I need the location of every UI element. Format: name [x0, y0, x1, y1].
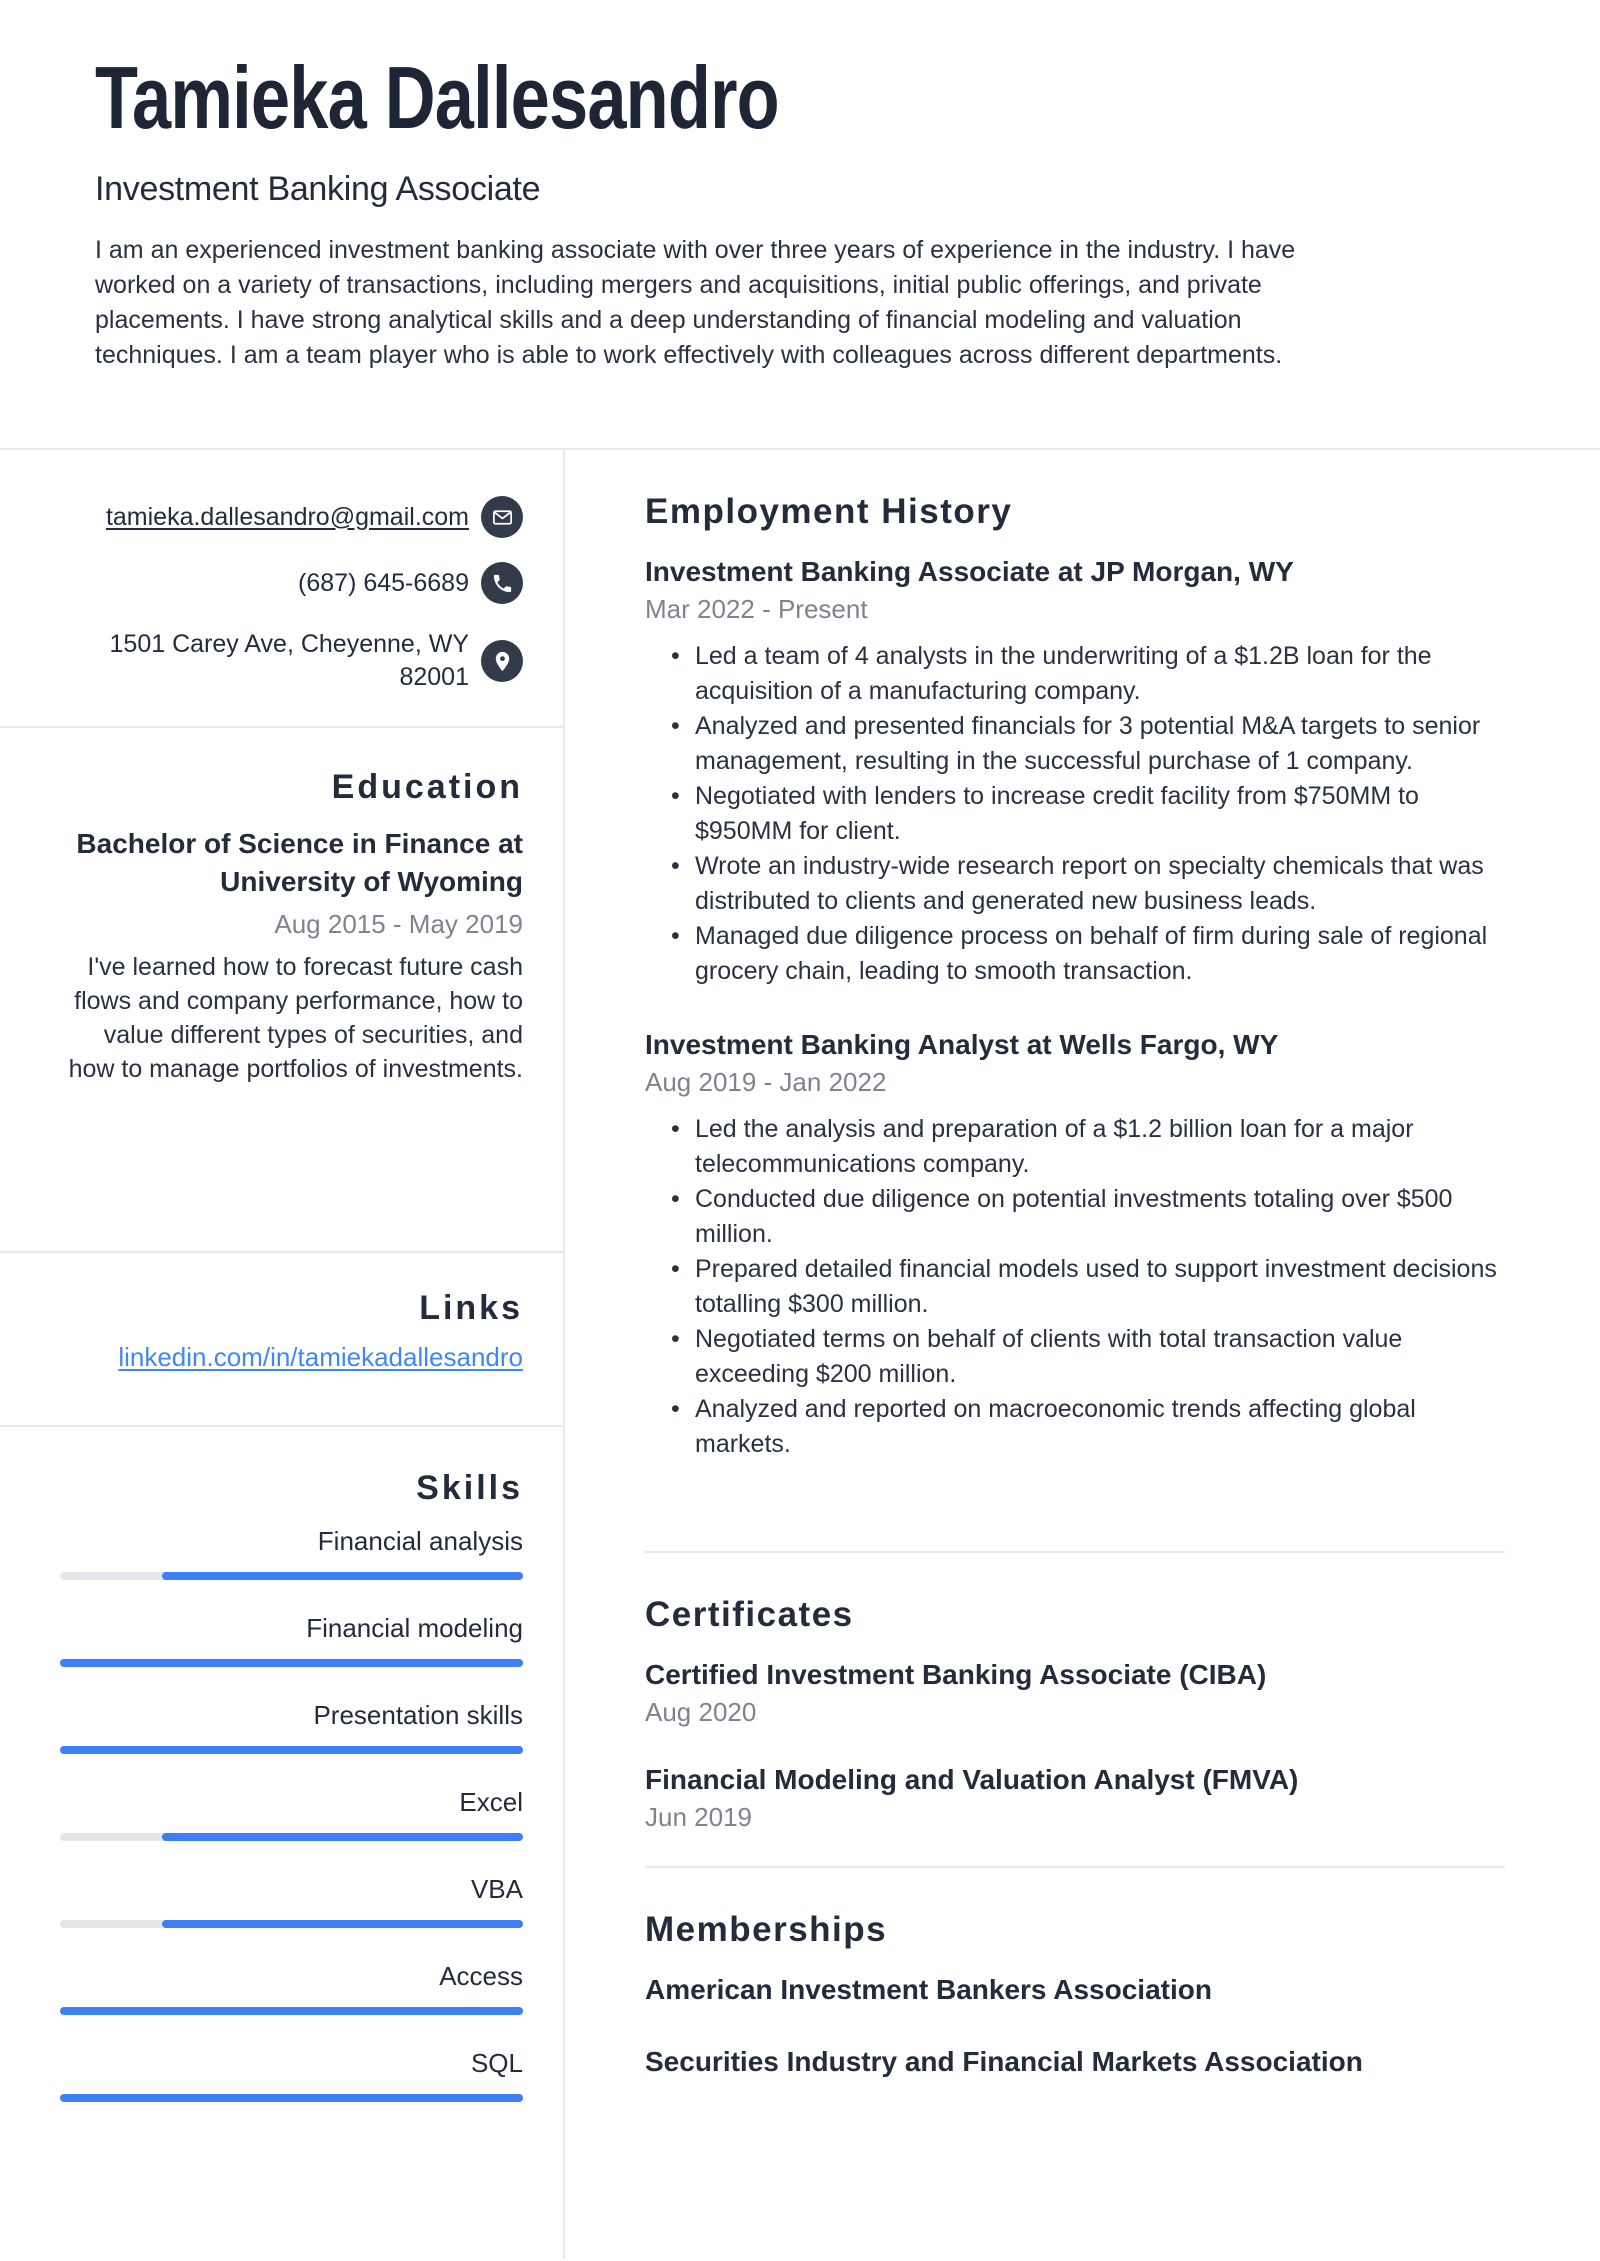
job-dates: Mar 2022 - Present	[645, 594, 868, 624]
certificate-entry	[645, 1659, 1505, 1728]
skill-item	[60, 1961, 523, 2015]
contact-row-phone	[60, 562, 523, 604]
candidate-job-title: Investment Banking Associate	[95, 170, 541, 209]
job-dates: Aug 2019 - Jan 2022	[645, 1067, 887, 1097]
email-link[interactable]: tamieka.dallesandro@gmail.com	[105, 502, 469, 531]
phone-icon	[481, 562, 523, 604]
education-degree: Bachelor of Science in Finance at University of Wyoming	[76, 828, 523, 897]
sidebar	[0, 450, 565, 2259]
skill-item	[60, 1874, 523, 1928]
skill-bar-fill	[60, 2007, 523, 2015]
links-section	[0, 1253, 563, 1427]
certificate-date: Aug 2020	[645, 1697, 757, 1727]
job-entry	[645, 556, 1505, 989]
job-bullet: • Analyzed and reported on macroeconomic trends affecting global markets.	[645, 1392, 1505, 1462]
skill-bar-fill	[162, 1833, 523, 1841]
skill-name: SQL	[470, 2048, 523, 2078]
contact-section	[0, 450, 563, 728]
certificate-title: Financial Modeling and Valuation Analyst (FMVA)	[645, 1764, 1299, 1795]
job-bullet: • Managed due diligence process on behalf of firm during sale of regional grocery chain, leading to smooth transaction.	[645, 919, 1505, 989]
skill-bar-fill	[60, 2094, 523, 2102]
skill-item	[60, 1613, 523, 1667]
skill-bar-fill	[60, 1746, 523, 1754]
main-column	[565, 450, 1600, 2259]
skill-name: Access	[439, 1961, 523, 1991]
envelope-icon	[481, 496, 523, 538]
certificate-title: Certified Investment Banking Associate (CIBA)	[645, 1659, 1267, 1690]
skill-bar-fill	[162, 1572, 523, 1580]
skill-name: Financial modeling	[306, 1613, 523, 1643]
location-pin-icon	[481, 640, 523, 682]
skill-bar-track	[60, 1746, 523, 1754]
job-bullet: • Led the analysis and preparation of a $1.2 billion loan for a major telecommunications company.	[645, 1112, 1505, 1182]
contact-row-address	[60, 628, 523, 694]
certificate-date: Jun 2019	[645, 1802, 752, 1832]
skill-item	[60, 1700, 523, 1754]
candidate-name: Tamieka Dallesandro	[95, 48, 779, 147]
job-bullet: • Prepared detailed financial models used to support investment decisions totalling $300 million.	[645, 1252, 1505, 1322]
employment-history-section	[645, 450, 1505, 1553]
phone-number: (687) 645-6689	[298, 568, 469, 597]
memberships-heading: Memberships	[645, 1910, 888, 1949]
job-bullet: • Analyzed and presented financials for 3 potential M&A targets to senior management, resulting in the successful purchase of 1 company.	[645, 709, 1505, 779]
education-heading: Education	[331, 768, 523, 806]
skill-bar-track	[60, 1659, 523, 1667]
skill-bar-track	[60, 2007, 523, 2015]
certificate-entry	[645, 1764, 1505, 1833]
job-bullet-list	[645, 639, 1505, 989]
skill-item	[60, 1526, 523, 1580]
skills-section	[0, 1427, 563, 2135]
job-title: Investment Banking Associate at JP Morgan, WY	[645, 556, 1294, 587]
skill-item	[60, 1787, 523, 1841]
skill-bar-track	[60, 1920, 523, 1928]
skills-heading: Skills	[416, 1469, 523, 1507]
education-section	[0, 728, 563, 1253]
skill-name: Presentation skills	[313, 1700, 523, 1730]
contact-row-email	[60, 496, 523, 538]
skill-bar-fill	[162, 1920, 523, 1928]
employment-history-heading: Employment History	[645, 492, 1013, 531]
skill-name: Financial analysis	[317, 1526, 523, 1556]
certificates-section	[645, 1553, 1505, 1868]
membership-entry: Securities Industry and Financial Markets Association	[645, 2046, 1363, 2077]
job-bullet: • Negotiated with lenders to increase credit facility from $750MM to $950MM for client.	[645, 779, 1505, 849]
skill-bar-track	[60, 2094, 523, 2102]
job-entry	[645, 1029, 1505, 1462]
job-bullet: • Conducted due diligence on potential investments totaling over $500 million.	[645, 1182, 1505, 1252]
job-title: Investment Banking Analyst at Wells Fargo, WY	[645, 1029, 1279, 1060]
links-heading: Links	[419, 1289, 523, 1327]
skill-item	[60, 2048, 523, 2102]
resume-header	[0, 0, 1600, 450]
skill-name: Excel	[459, 1787, 523, 1817]
job-bullet: • Wrote an industry-wide research report on specialty chemicals that was distributed to clients and generated new business leads.	[645, 849, 1505, 919]
profile-summary: I am an experienced investment banking associate with over three years of experience in the industry. I have worked on a variety of transactions, including mergers and acquisitions, initial public offerings, and private placements. I have strong analytical skills and a deep understanding of financial modeling and valuation techniques. I am a team player who is able to work effectively with colleagues across different departments.	[95, 236, 1296, 370]
linkedin-link[interactable]: linkedin.com/in/tamiekadallesandro	[118, 1342, 523, 1372]
memberships-section	[645, 1868, 1505, 2261]
education-description: I've learned how to forecast future cash flows and company performance, how to value different types of securities, and how to manage portfolios of investments.	[68, 953, 523, 1083]
job-bullet: • Negotiated terms on behalf of clients with total transaction value exceeding $200 million.	[645, 1322, 1505, 1392]
postal-address: 1501 Carey Ave, Cheyenne, WY 82001	[109, 630, 469, 691]
skill-name: VBA	[470, 1874, 523, 1904]
skill-bar-track	[60, 1833, 523, 1841]
skill-bar-fill	[60, 1659, 523, 1667]
job-bullet-list	[645, 1112, 1505, 1462]
membership-entry: American Investment Bankers Association	[645, 1974, 1212, 2005]
certificates-heading: Certificates	[645, 1595, 854, 1634]
skill-bar-track	[60, 1572, 523, 1580]
education-dates: Aug 2015 - May 2019	[274, 909, 523, 939]
job-bullet: • Led a team of 4 analysts in the underwriting of a $1.2B loan for the acquisition of a manufacturing company.	[645, 639, 1505, 709]
